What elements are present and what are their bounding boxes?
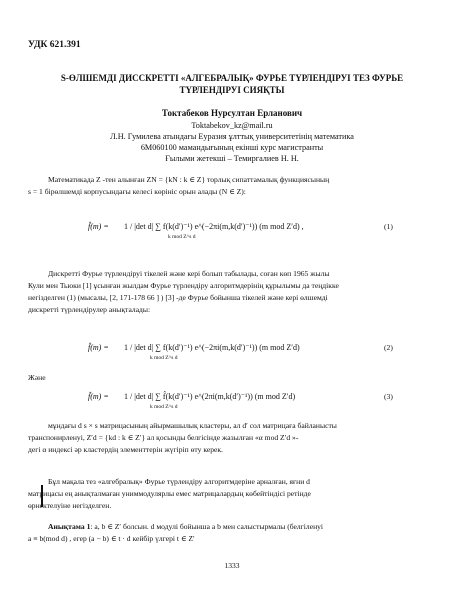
author-name: Токтабеков Нурсултан Ерланович (161, 108, 303, 118)
equation-2-sum-index: k mod Z^s d (150, 355, 178, 361)
equation-3-number: (3) (384, 392, 393, 401)
equation-3-rhs: 1 / |det d| ∑ f̂(k(d′)⁻¹) e^(2πi(m,k(d′)⁻¹)) (m mod Z′d) (124, 392, 296, 401)
paragraph-3-line-2: транспонирленуі, Z′d = {kd : k ∈ Z′} ал қосынды белгісінде жазылған «α mod Z′d »- (28, 433, 299, 442)
equation-1-sum-index: k mod Z^s d (168, 234, 196, 240)
equation-1-rhs: 1 / |det d| ∑ f(k(d′)⁻¹) e^(−2πi(m,k(d′)⁻¹)) (m mod Z′d) , (124, 222, 304, 231)
equation-3-lhs: f̌(m) = (88, 392, 109, 401)
affiliation-university: Л.Н. Гумилева атындағы Еуразия ұлттық университетінің математика (110, 132, 354, 141)
equation-2-number: (2) (384, 343, 393, 352)
paragraph-1-line-2: s = 1 бірөлшемді корпусындағы келесі көрініс орын алады (N ∈ Z): (28, 187, 246, 196)
definition-1-text: : a, b ∈ Z′ болсын. d модулі бойынша a b мен салыстырмалы (белгіленуі (90, 522, 324, 531)
paragraph-4-line-2: матрицасы ең анықталмаған униммодулярлы емес матрицалардың көбейтіндісі ретінде (28, 489, 311, 498)
definition-1-line-1 (48, 521, 323, 533)
paper-title-line-1: S-ӨЛШЕМДІ ДИССКРЕТТІ «АЛГЕБРАЛЫҚ» ФУРЬЕ ТҮРЛЕНДІРУІ ТЕЗ ФУРЬЕ (60, 73, 404, 83)
paragraph-4-line-1: Бұл мақала тез «алгебралық» Фурье түрлендіру алгоритмдеріне арналған, яғни d (48, 477, 310, 486)
paragraph-2-line-4: дискретті түрлендірулер анықталады: (28, 305, 151, 314)
equation-2-rhs: 1 / |det d| ∑ f(k(d′)⁻¹) e^(−2πi(m,k(d′)⁻¹)) (m mod Z′d) (124, 343, 300, 352)
supervisor: Ғылыми жетекші – Темиргалиев Н. Н. (165, 154, 299, 163)
definition-1-label: Анықтама 1 (48, 522, 91, 531)
equation-1-number: (1) (384, 222, 393, 231)
udk-code: УДК 621.391 (28, 40, 81, 50)
paragraph-1-line-1: Математикада Z -тен алынған ZN = {kN : k ∈ Z} торлық сипаттамалық функциясының (48, 175, 330, 184)
author-email: Toktabekov_kz@mail.ru (191, 121, 273, 130)
paragraph-4-line-3: өрнектелуіне негізделген. (28, 501, 112, 510)
equation-3-sum-index: k mod Z^s d (150, 404, 178, 410)
definition-1-line-2: a ≡ b(mod d) , егер (a − b) ∈ t · d кейбір үлгері t ∈ Z′ (28, 534, 195, 543)
paper-title-line-2: ТҮРЛЕНДІРУІ СИЯҚТЫ (179, 85, 285, 95)
paragraph-3-line-1: мұндағы d s × s матрицасының айырмашылық кластеры, ал d′ сол матрицаға байланысты (48, 421, 337, 430)
equation-2-lhs: f̂(m) = (88, 343, 109, 352)
page-number: 1333 (224, 561, 240, 570)
and-word: Және (28, 373, 46, 382)
equation-1-lhs: f̂(m) = (88, 222, 109, 231)
paragraph-2-line-3: негізделген (1) (мысалы, [2, 171-178 66 ] ) [3] -де Фурье бойынша тікелей және кері өлшемді (28, 293, 328, 302)
affiliation-program: 6M060100 мамандығының екінші курс магистранты (140, 143, 324, 152)
paragraph-3-line-3: дегі α индексі әр кластердің элементтерін жүгіріп өту керек. (28, 445, 223, 454)
paragraph-2-line-2: Кули мен Тьюки [1] ұсынған жылдам Фурье түрлендіру алгоритмдерінің құрылымы да теңдікке (28, 281, 339, 290)
paragraph-2-line-1: Дискретті Фурье түрлендіруі тікелей және кері болып табылады, соған көп 1965 жылы (48, 269, 330, 278)
